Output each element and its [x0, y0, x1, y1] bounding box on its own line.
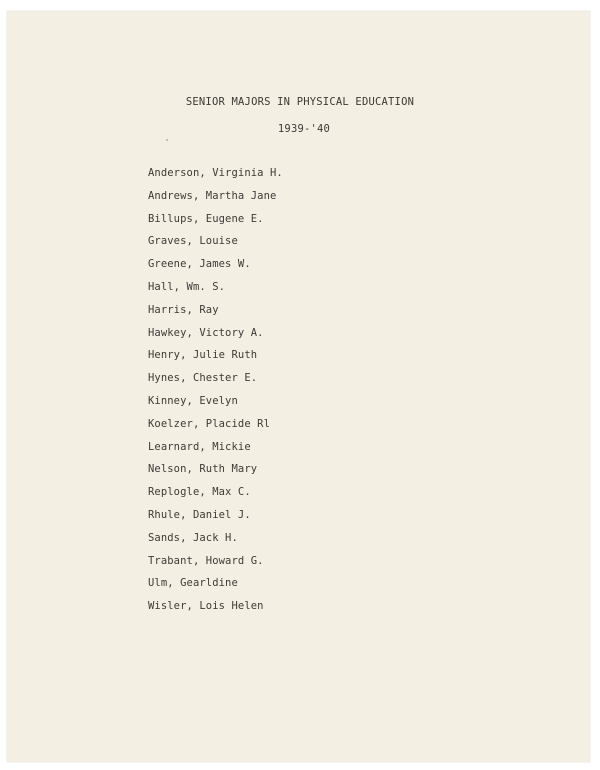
list-item: Koelzer, Placide Rl — [148, 417, 271, 430]
list-item: Harris, Ray — [148, 303, 219, 316]
list-item: Rhule, Daniel J. — [148, 508, 251, 521]
list-item: Hawkey, Victory A. — [148, 326, 264, 339]
list-item: Trabant, Howard G. — [148, 554, 264, 567]
list-item: Billups, Eugene E. — [148, 212, 264, 225]
list-item: Anderson, Virginia H. — [148, 167, 283, 179]
list-item: Wisler, Lois Helen — [148, 600, 264, 613]
list-item: Replogle, Max C. — [148, 486, 251, 499]
paper-speck — [166, 139, 168, 141]
list-item: Sands, Jack H. — [148, 531, 238, 544]
list-item: Ulm, Gearldine — [148, 577, 238, 590]
list-item: Kinney, Evelyn — [148, 394, 238, 407]
list-item: Learnard, Mickie — [148, 440, 251, 453]
list-item: Hall, Wm. S. — [148, 280, 226, 293]
document-year: 1939-'40 — [277, 123, 331, 135]
list-item: Graves, Louise — [148, 235, 238, 248]
list-item: Andrews, Martha Jane — [148, 189, 277, 202]
list-item: Greene, James W. — [148, 258, 251, 271]
list-item: Hynes, Chester E. — [148, 372, 258, 385]
name-list — [148, 167, 283, 623]
list-item: Henry, Julie Ruth — [148, 349, 258, 362]
list-item: Nelson, Ruth Mary — [148, 463, 258, 476]
document-title: SENIOR MAJORS IN PHYSICAL EDUCATION — [185, 96, 415, 108]
